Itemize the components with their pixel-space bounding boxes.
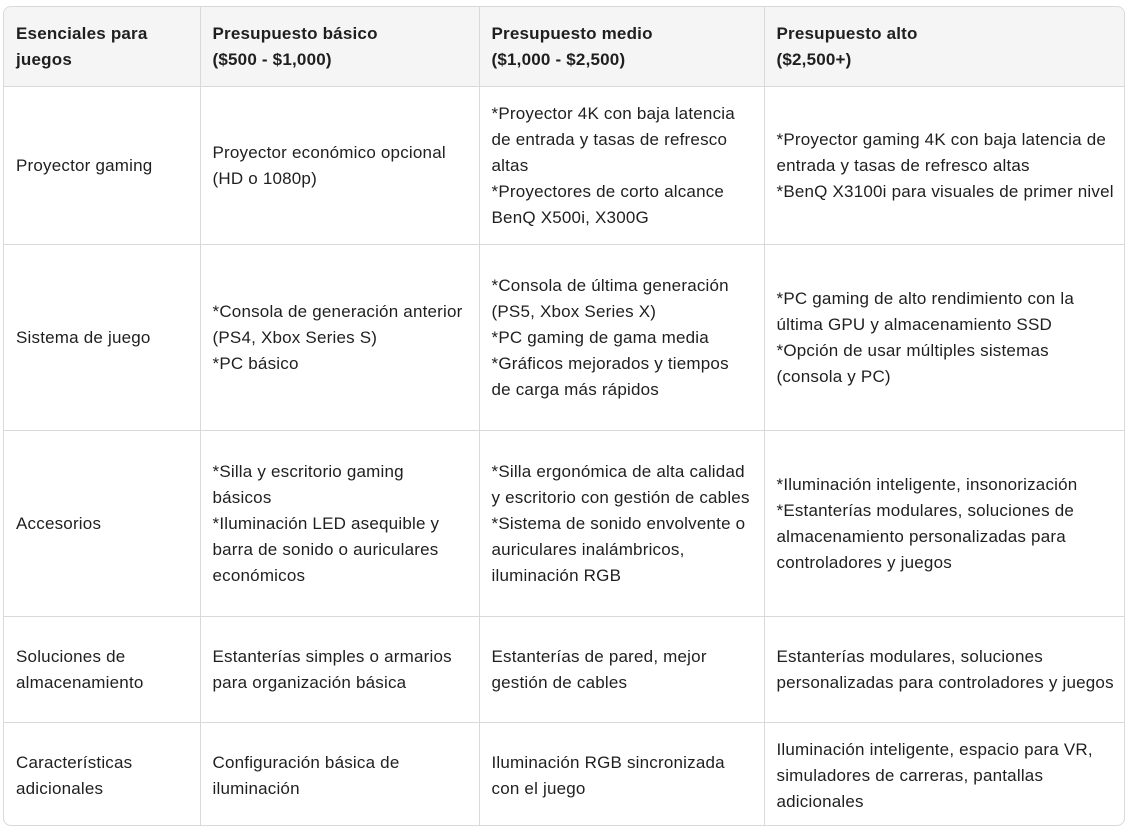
table-header-row [4,7,1125,87]
cell-high: Iluminación inteligente, espacio para VR, simuladores de carreras, pantallas adicionales [764,723,1125,827]
cell-high: *Proyector gaming 4K con baja latencia de entrada y tasas de refresco altas *BenQ X3100i para visuales de primer nivel [764,87,1125,245]
cell-basic: Configuración básica de iluminación [200,723,479,827]
row-category: Accesorios [4,431,200,617]
cell-high: *Iluminación inteligente, insonorización *Estanterías modulares, soluciones de almacenamiento personalizadas para controladores y juegos [764,431,1125,617]
cell-basic: Estanterías simples o armarios para organización básica [200,617,479,723]
table-row [4,617,1125,723]
row-category: Proyector gaming [4,87,200,245]
cell-high: *PC gaming de alto rendimiento con la última GPU y almacenamiento SSD *Opción de usar múltiples sistemas (consola y PC) [764,245,1125,431]
table-row [4,723,1125,827]
cell-medium: *Proyector 4K con baja latencia de entrada y tasas de refresco altas *Proyectores de corto alcance BenQ X500i, X300G [479,87,764,245]
cell-medium: *Consola de última generación (PS5, Xbox Series X) *PC gaming de gama media *Gráficos mejorados y tiempos de carga más rápidos [479,245,764,431]
header-essentials: Esenciales para juegos [4,7,200,87]
row-category: Características adicionales [4,723,200,827]
cell-medium: *Silla ergonómica de alta calidad y escritorio con gestión de cables *Sistema de sonido envolvente o auriculares inalámbricos, iluminación RGB [479,431,764,617]
cell-high: Estanterías modulares, soluciones personalizadas para controladores y juegos [764,617,1125,723]
header-high-budget: Presupuesto alto ($2,500+) [764,7,1125,87]
gaming-budget-comparison-table [4,7,1125,826]
cell-medium: Iluminación RGB sincronizada con el juego [479,723,764,827]
row-category: Soluciones de almacenamiento [4,617,200,723]
cell-medium: Estanterías de pared, mejor gestión de cables [479,617,764,723]
row-category: Sistema de juego [4,245,200,431]
table-row [4,87,1125,245]
cell-basic: *Silla y escritorio gaming básicos *Iluminación LED asequible y barra de sonido o auriculares económicos [200,431,479,617]
cell-basic: Proyector económico opcional (HD o 1080p) [200,87,479,245]
header-medium-budget: Presupuesto medio ($1,000 - $2,500) [479,7,764,87]
cell-basic: *Consola de generación anterior (PS4, Xbox Series S) *PC básico [200,245,479,431]
table-row [4,245,1125,431]
table-row [4,431,1125,617]
comparison-table-container [3,6,1125,826]
header-basic-budget: Presupuesto básico ($500 - $1,000) [200,7,479,87]
